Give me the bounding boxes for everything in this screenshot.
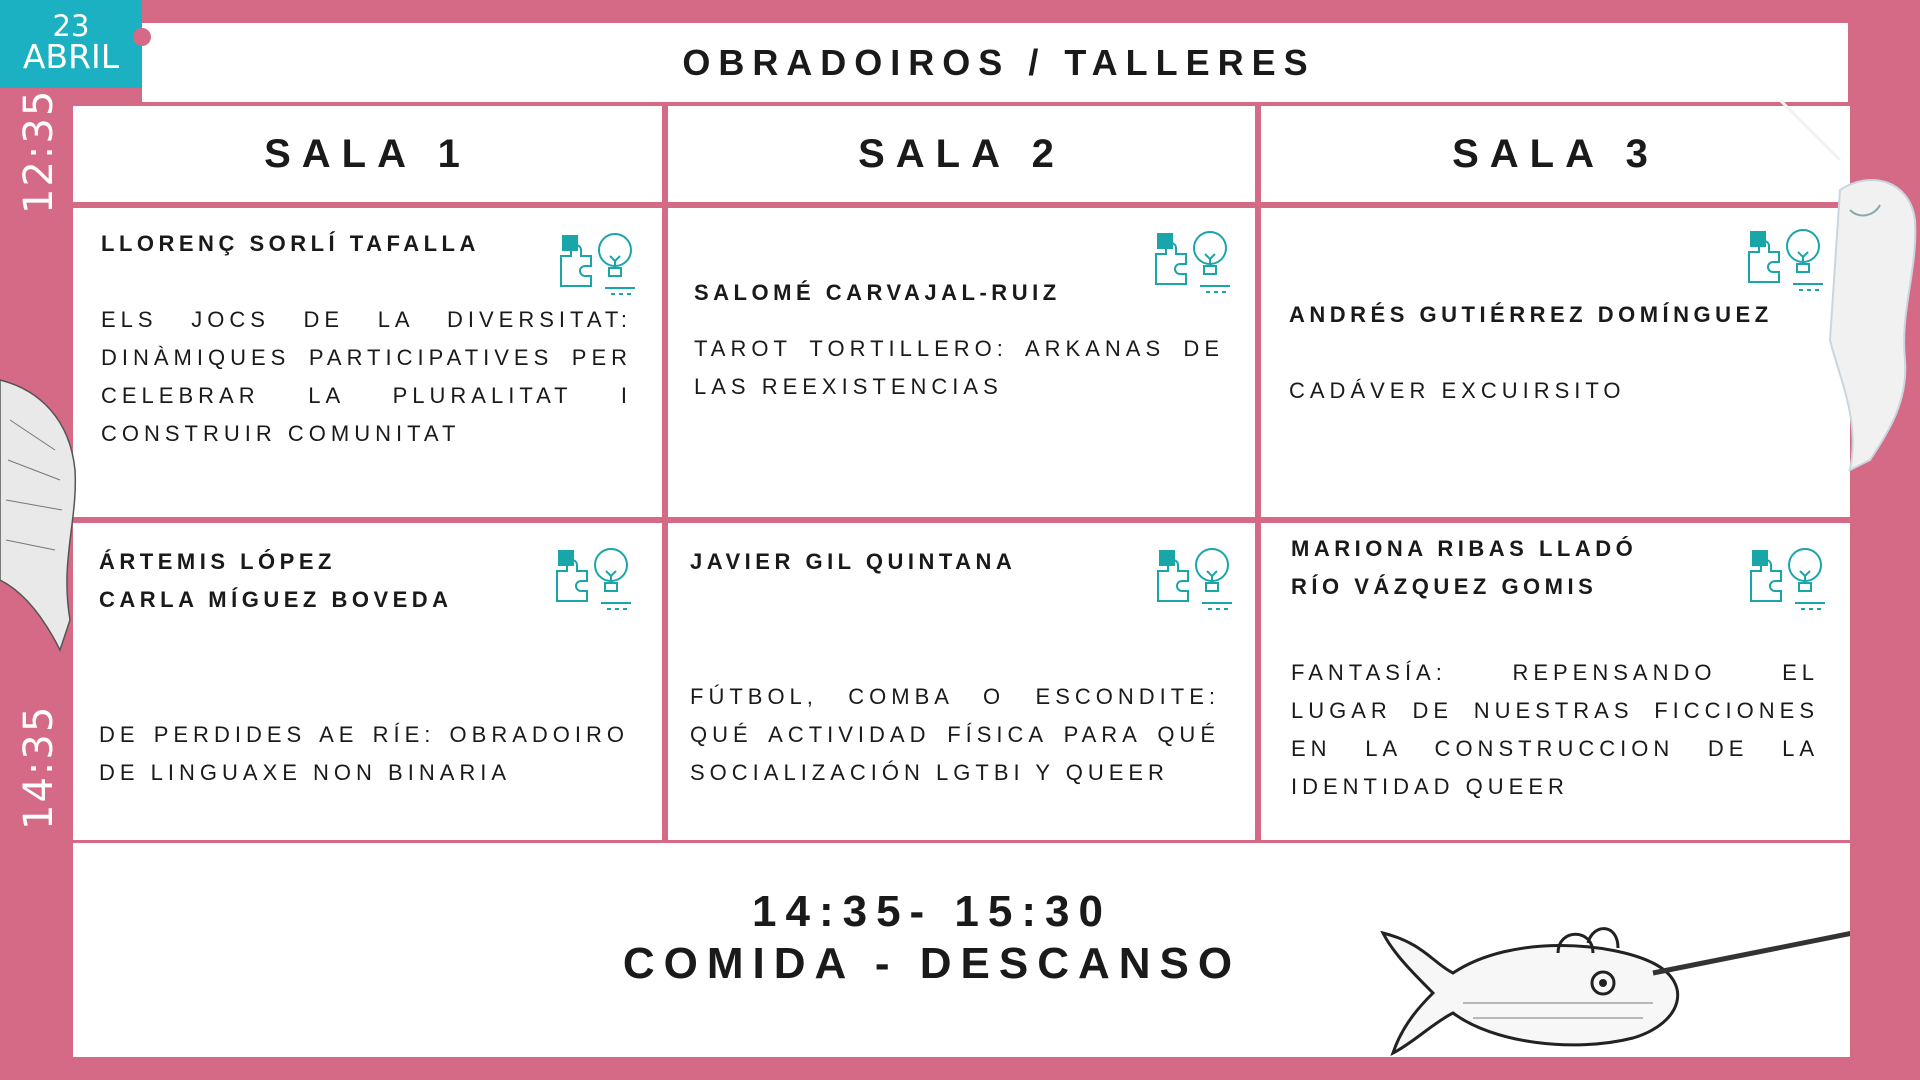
puzzle-lightbulb-icon xyxy=(555,228,639,304)
lunch-break-banner xyxy=(73,843,1850,1057)
puzzle-lightbulb-icon xyxy=(551,543,635,619)
lunch-label: COMIDA - DESCANSO xyxy=(622,939,1242,988)
workshop-card xyxy=(73,523,662,840)
workshop-card xyxy=(73,208,662,517)
creature-illustration xyxy=(0,360,80,660)
speaker-name: LLORENÇ SORLÍ TAFALLA xyxy=(101,231,480,256)
workshop-title: FÚTBOL, COMBA O ESCONDITE: QUÉ ACTIVIDAD FÍSICA PARA QUÉ SOCIALIZACIÓN LGTBI Y QUEER xyxy=(690,684,1220,785)
room-header-2: SALA 2 xyxy=(668,106,1255,202)
workshop-card xyxy=(668,523,1255,840)
workshop-title: DE PERDIDES AE RÍE: OBRADOIRO DE LINGUAXE NON BINARIA xyxy=(99,722,629,785)
workshop-title: ELS JOCS DE LA DIVERSITAT: DINÀMIQUES PARTICIPATIVES PER CELEBRAR LA PLURALITAT I CONSTRUIR COMUNITAT xyxy=(101,307,632,446)
speaker-name: SALOMÉ CARVAJAL-RUIZ xyxy=(694,280,1061,305)
speaker-name: ANDRÉS GUTIÉRREZ DOMÍNGUEZ xyxy=(1289,302,1773,327)
workshop-card xyxy=(1261,208,1850,517)
speaker-name: JAVIER GIL QUINTANA xyxy=(690,549,1017,574)
workshop-title: TAROT TORTILLERO: ARKANAS DE LAS REEXISTENCIAS xyxy=(694,336,1224,399)
room-header-3: SALA 3 xyxy=(1261,106,1850,202)
puzzle-lightbulb-icon xyxy=(1152,543,1236,619)
speaker-name: ÁRTEMIS LÓPEZ xyxy=(99,549,336,574)
header-banner xyxy=(142,23,1848,102)
narwhal-illustration xyxy=(1353,873,1850,1057)
ticket-notch xyxy=(133,28,151,46)
workshop-title: CADÁVER EXCUIRSITO xyxy=(1289,378,1626,403)
speaker-name: RÍO VÁZQUEZ GOMIS xyxy=(1291,574,1598,599)
puzzle-lightbulb-icon xyxy=(1150,226,1234,302)
time-start-label: 12:35 xyxy=(16,88,62,214)
page-title: OBRADOIROS / TALLERES xyxy=(682,41,1316,83)
room-header-1: SALA 1 xyxy=(73,106,662,202)
date-day: 23 xyxy=(52,9,90,43)
date-month: ABRIL xyxy=(22,37,120,76)
workshop-card xyxy=(1261,523,1850,840)
lunch-time: 14:35- 15:30 xyxy=(752,887,1112,936)
workshop-card xyxy=(668,208,1255,517)
workshop-title: FANTASÍA: REPENSANDO EL LUGAR DE NUESTRAS FICCIONES EN LA CONSTRUCCION DE LA IDENTIDAD QUEER xyxy=(1291,660,1819,799)
speaker-name: MARIONA RIBAS LLADÓ xyxy=(1291,536,1638,561)
speaker-name: CARLA MÍGUEZ BOVEDA xyxy=(99,587,453,612)
date-badge xyxy=(0,0,142,88)
time-end-label: 14:35 xyxy=(16,704,62,830)
puzzle-lightbulb-icon xyxy=(1745,543,1829,619)
unicorn-illustration xyxy=(1780,100,1920,480)
